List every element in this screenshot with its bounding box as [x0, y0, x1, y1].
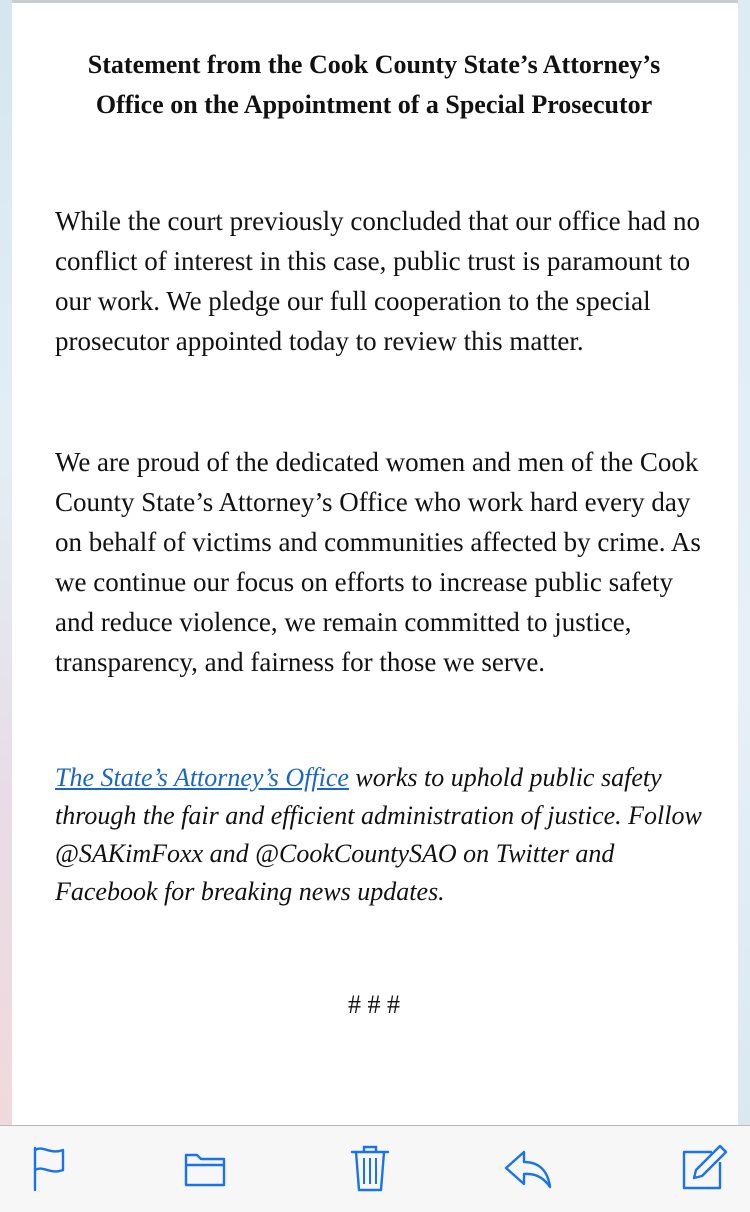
flag-button[interactable] — [20, 1140, 76, 1196]
move-to-folder-button[interactable] — [177, 1140, 233, 1196]
reply-button[interactable] — [500, 1140, 556, 1196]
compose-button[interactable] — [674, 1140, 730, 1196]
message-body — [12, 3, 736, 1125]
reply-icon — [500, 1140, 556, 1196]
delete-button[interactable] — [342, 1140, 398, 1196]
left-edge — [0, 0, 12, 1125]
folder-icon — [177, 1140, 233, 1196]
statement-title: Statement from the Cook County State’s Attorney’s Office on the Appointment of a Special Prosecutor — [87, 50, 661, 119]
statement-paragraph-1: While the court previously concluded that our office had no conflict of interest in this case, public trust is paramount to our work. We pledge our full cooperation to the special prosecutor appointed today to review this matter. — [55, 206, 701, 356]
about-office-paragraph — [55, 759, 715, 911]
mail-toolbar — [0, 1125, 750, 1212]
about-office-text: works to uphold public safety through the fair and efficient administration of justice. Follow @SAKimFoxx and @CookCountySAO on Twitter and Facebook for breaking news updates. — [55, 763, 702, 906]
statement-paragraph-2: We are proud of the dedicated women and men of the Cook County State’s Attorney’s Office who work hard every day on behalf of victims and communities affected by crime. As we continue our focus on efforts to increase public safety and reduce violence, we remain committed to justice, transparency, and fairness for those we serve. — [55, 447, 701, 677]
office-link[interactable]: The State’s Attorney’s Office — [55, 763, 349, 792]
flag-icon — [20, 1140, 76, 1196]
right-edge — [738, 0, 750, 1125]
end-mark: # # # — [348, 990, 400, 1019]
compose-icon — [674, 1140, 730, 1196]
trash-icon — [342, 1140, 398, 1196]
